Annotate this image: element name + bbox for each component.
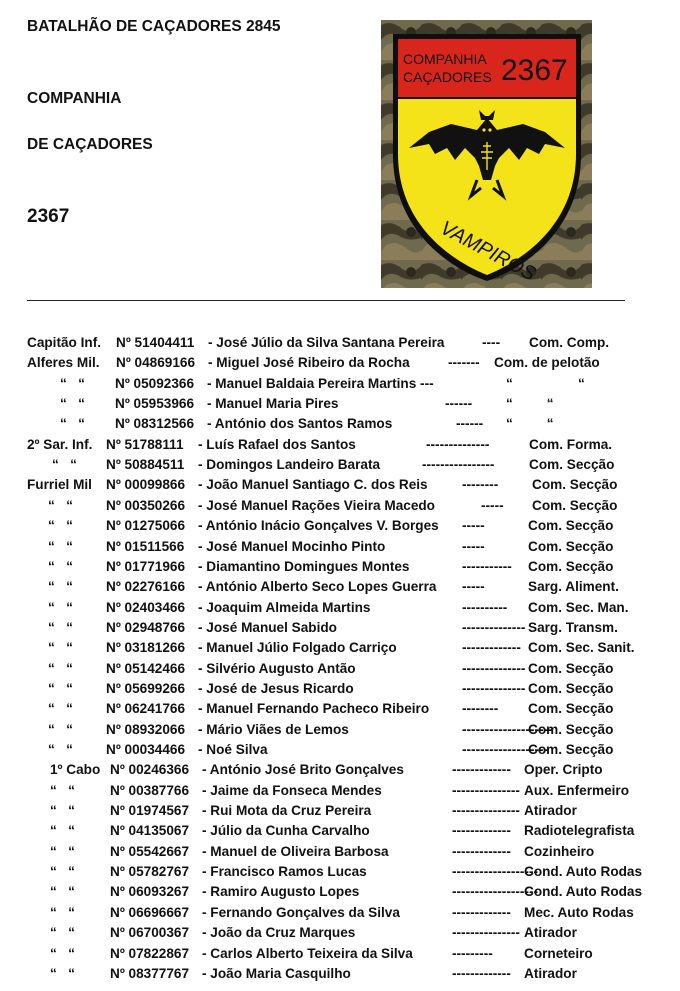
roster-dashes: -------------- (462, 680, 526, 696)
roster-role: Sarg. Aliment. (528, 579, 619, 595)
roster-role: Oper. Cripto (524, 762, 603, 778)
roster-name: - Joaquim Almeida Martins (198, 599, 371, 615)
roster-number: Nº 06700367 (110, 925, 190, 941)
roster-number: Nº 06696667 (110, 904, 190, 920)
roster-dashes: -------- (462, 477, 499, 493)
roster-rank: “ “ (48, 660, 73, 676)
roster-dashes: -------- (462, 701, 499, 717)
roster-role: Sarg. Transm. (528, 619, 618, 635)
badge-bottom-text: VAMPIROS (436, 216, 540, 286)
roster-number: Nº 05699266 (106, 680, 186, 696)
roster-number: Nº 06241766 (106, 701, 186, 717)
roster-dashes: ---- (482, 335, 501, 350)
roster-name: - Miguel José Ribeiro da Rocha (208, 355, 410, 371)
roster-rank: “ “ (60, 416, 85, 432)
roster-number: Nº 50884511 (106, 457, 185, 473)
roster-number: Nº 04135067 (110, 823, 190, 839)
roster-name: - Francisco Ramos Lucas (202, 864, 367, 880)
roster-role: Com. Secção (532, 497, 618, 513)
roster-dashes: --------------- (452, 782, 520, 798)
roster-dashes: -------------- (462, 619, 526, 635)
roster-rank: “ “ (50, 843, 75, 859)
roster-role: Atirador (524, 803, 577, 819)
roster-number: Nº 05782767 (110, 864, 190, 880)
badge-top-line1: COMPANHIA (403, 51, 487, 67)
roster-number: Nº 05092366 (115, 375, 195, 391)
roster-dashes: “ (506, 375, 513, 391)
roster-dashes: ----- (462, 579, 485, 595)
roster-number: Nº 08932066 (106, 721, 186, 737)
roster-name: - João Maria Casquilho (202, 965, 351, 981)
roster-rank: 1º Cabo (50, 762, 101, 778)
roster-rank: “ “ (60, 396, 85, 412)
roster-rank: “ “ (48, 497, 73, 513)
roster-name: - José Manuel Rações Vieira Macedo (198, 497, 435, 513)
roster-dashes: -------------- (426, 436, 490, 452)
roster-name: - Rui Mota da Cruz Pereira (202, 803, 372, 819)
roster-dashes: ----- (462, 538, 485, 554)
roster-rank: “ “ (50, 945, 75, 961)
company-number: 2367 (27, 206, 70, 227)
roster-rank: 2º Sar. Inf. (27, 436, 93, 452)
roster-dashes: ----- (462, 518, 485, 534)
badge-number: 2367 (501, 54, 568, 87)
roster-rank: “ “ (50, 884, 75, 900)
roster-role: Atirador (524, 925, 577, 941)
roster-role: Com. Secção (528, 721, 614, 737)
roster-number: Nº 03181266 (106, 640, 186, 656)
roster-dashes: --------------- (452, 803, 520, 819)
roster-number: Nº 02948766 (106, 619, 186, 635)
roster-rank: “ “ (50, 864, 75, 880)
roster-name: - José Manuel Mocinho Pinto (198, 538, 386, 554)
roster-number: Nº 02276166 (106, 579, 186, 595)
roster-name: - Noé Silva (198, 742, 268, 757)
roster-rank: “ “ (50, 803, 75, 819)
roster-name: - Luís Rafael dos Santos (198, 436, 356, 452)
roster-role: “ “ (506, 396, 554, 412)
roster-dashes: ------ (456, 416, 484, 432)
roster-name: - António Inácio Gonçalves V. Borges (198, 518, 439, 534)
roster-number: Nº 05542667 (110, 843, 190, 859)
roster-role: Com. Sec. Man. (528, 599, 629, 615)
roster-rank: Capitão Inf. (27, 335, 102, 350)
roster-rank: “ “ (48, 518, 73, 534)
roster-number: Nº 08312566 (115, 416, 195, 432)
company-title-line1: COMPANHIA (27, 90, 122, 107)
roster-name: - Manuel Júlio Folgado Carriço (198, 640, 397, 656)
roster-name: - Ramiro Augusto Lopes (202, 884, 360, 900)
roster-role: Radiotelegrafista (524, 823, 635, 839)
roster-role: Com. Secção (529, 457, 615, 473)
roster-dashes: ------------------- (452, 864, 539, 880)
roster-dashes: ------------- (452, 965, 511, 981)
roster-name: - Carlos Alberto Teixeira da Silva (202, 945, 413, 961)
roster-name: - João da Cruz Marques (202, 925, 356, 941)
roster-role: Aux. Enfermeiro (524, 782, 629, 798)
roster-dashes: -------------------- (462, 721, 553, 737)
roster-name: - Diamantino Domingues Montes (198, 558, 410, 574)
roster-rank: Furriel Mil (27, 477, 92, 493)
roster-number: Nº 02403466 (106, 599, 186, 615)
roster-dashes: ------------- (452, 762, 511, 778)
roster-name: - José Júlio da Silva Santana Pereira (208, 335, 445, 350)
roster-role: Com. Secção (528, 701, 614, 717)
roster-number: Nº 06093267 (110, 884, 190, 900)
roster-role: Com. Secção (528, 518, 614, 534)
roster-dashes: ------------- (462, 640, 521, 656)
roster-rank: “ “ (60, 375, 85, 391)
roster-role: Com. Secção (528, 538, 614, 554)
roster-name: - António Alberto Seco Lopes Guerra (198, 579, 437, 595)
roster-role: Com. Secção (532, 477, 618, 493)
roster-number: Nº 51404411 (116, 335, 195, 350)
battalion-title: BATALHÃO DE CAÇADORES 2845 (27, 18, 281, 35)
separator-line (27, 300, 625, 301)
roster-dashes: ------------- (452, 823, 511, 839)
roster-rank: “ “ (48, 721, 73, 737)
roster-role: Com. Secção (528, 742, 614, 757)
roster-rank: “ “ (48, 558, 73, 574)
roster-number: Nº 07822867 (110, 945, 190, 961)
roster-role: Com. Secção (528, 660, 614, 676)
roster-rank: “ “ (50, 823, 75, 839)
roster-name: - Manuel Maria Pires (207, 396, 339, 412)
roster-dashes: ----- (481, 497, 504, 513)
roster-role: Mec. Auto Rodas (524, 904, 634, 920)
roster-name: - Domingos Landeiro Barata (198, 457, 381, 473)
roster-name: - Manuel Fernando Pacheco Ribeiro (198, 701, 430, 717)
roster-rank: “ “ (48, 640, 73, 656)
roster-role: Cond. Auto Rodas (524, 864, 643, 880)
roster-rank: “ “ (48, 619, 73, 635)
roster-role: “ “ (506, 416, 554, 432)
roster-number: Nº 00350266 (106, 497, 186, 513)
roster-dashes: -------------- (462, 660, 526, 676)
roster-dashes: ---------------- (422, 457, 495, 473)
roster-dashes: ------ (445, 396, 473, 412)
roster-role: Com. Forma. (529, 436, 613, 452)
roster-dashes: ----------- (462, 558, 512, 574)
roster-number: Nº 00246366 (110, 762, 190, 778)
roster-name: - Jaime da Fonseca Mendes (202, 782, 382, 798)
roster-number: Nº 00387766 (110, 782, 190, 798)
roster-dashes: ------------- (452, 843, 511, 859)
roster-rank: Alferes Mil. (27, 355, 100, 371)
roster-dashes: ------------- (452, 904, 511, 920)
roster-name: - Silvério Augusto Antão (198, 660, 356, 676)
roster-role: Cozinheiro (524, 843, 595, 859)
roster-dashes: ------------------- (462, 742, 549, 757)
unit-badge (381, 20, 592, 288)
roster-number: Nº 51788111 (106, 436, 184, 452)
roster-name: - José de Jesus Ricardo (198, 680, 354, 696)
roster-name: - António José Brito Gonçalves (202, 762, 404, 778)
roster-dashes: --------- (452, 945, 493, 961)
roster-rank: “ “ (50, 904, 75, 920)
roster-name: - Mário Viães de Lemos (198, 721, 349, 737)
roster-rank: “ “ (48, 538, 73, 554)
roster-name: - José Manuel Sabido (198, 619, 337, 635)
roster-rank: “ “ (52, 457, 77, 473)
roster-number: Nº 05953966 (115, 396, 195, 412)
roster-rank: “ “ (50, 965, 75, 981)
roster-role: Com. de pelotão (494, 355, 600, 371)
roster-number: Nº 08377767 (110, 965, 190, 981)
roster-role: Com. Secção (528, 558, 614, 574)
roster-name: - Manuel de Oliveira Barbosa (202, 843, 389, 859)
roster-role: Com. Sec. Sanit. (528, 640, 635, 656)
roster-role: Cond. Auto Rodas (524, 884, 643, 900)
roster-number: Nº 01771966 (106, 558, 186, 574)
roster-name: - António dos Santos Ramos (207, 416, 393, 432)
roster-number: Nº 01974567 (110, 803, 190, 819)
roster-number: Nº 00034466 (106, 742, 186, 757)
badge-top-line2: CAÇADORES (403, 69, 492, 85)
roster-dashes: --------------- (452, 925, 520, 941)
roster-dashes: ------------------- (452, 884, 539, 900)
roster-rank: “ “ (48, 579, 73, 595)
roster-number: Nº 00099866 (106, 477, 186, 493)
roster-rank: “ “ (50, 925, 75, 941)
roster-name: - João Manuel Santiago C. dos Reis (198, 477, 428, 493)
roster-role: Corneteiro (524, 945, 593, 961)
roster-number: Nº 01275066 (106, 518, 186, 534)
roster-dashes: ------- (448, 355, 480, 371)
roster-name: - Fernando Gonçalves da Silva (202, 904, 400, 920)
roster-role: “ (578, 375, 585, 391)
roster-number: Nº 01511566 (106, 538, 185, 554)
roster-rank: “ “ (48, 680, 73, 696)
roster-role: Com. Secção (528, 680, 614, 696)
roster-name: - Júlio da Cunha Carvalho (202, 823, 370, 839)
roster-number: Nº 05142466 (106, 660, 186, 676)
roster-role: Com. Comp. (529, 335, 610, 350)
roster-name: - Manuel Baldaia Pereira Martins --- (207, 375, 434, 391)
roster-rank: “ “ (48, 599, 73, 615)
roster-number: Nº 04869166 (116, 355, 196, 371)
roster-rank: “ “ (48, 742, 73, 757)
company-title-line2: DE CAÇADORES (27, 136, 153, 153)
roster-dashes: ---------- (462, 599, 508, 615)
roster-role: Atirador (524, 965, 577, 981)
roster-rank: “ “ (50, 782, 75, 798)
roster-rank: “ “ (48, 701, 73, 717)
